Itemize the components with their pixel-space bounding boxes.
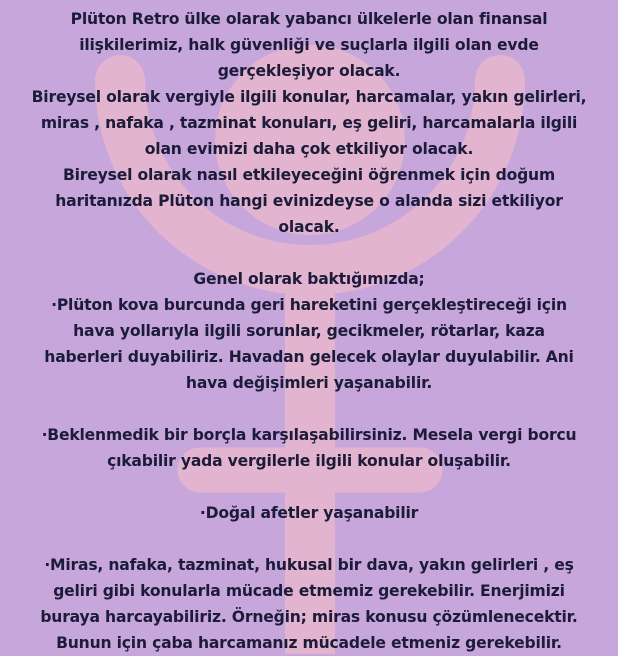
paragraph-intro <box>0 6 618 84</box>
text-line: miras , nafaka , tazminat konuları, eş geliri, harcamalarla ilgili <box>40 114 578 132</box>
text-line: geliri gibi konularla mücade etmemiz gerekebilir. Enerjimizi <box>53 582 565 600</box>
text-line: buraya harcayabiliriz. Örneğin; miras konusu çözümlenecektir. <box>40 608 578 626</box>
text-line: haritanızda Plüton hangi evinizdeyse o alanda sizi etkiliyor <box>55 192 563 210</box>
text-line: hava değişimleri yaşanabilir. <box>185 374 433 392</box>
text-line: haberleri duyabiliriz. Havadan gelecek olaylar duyulabilir. Ani <box>44 348 574 366</box>
text-line: ·Miras, nafaka, tazminat, hukusal bir dava, yakın gelirleri , eş <box>44 556 574 574</box>
text-line: Bireysel olarak vergiyle ilgili konular, harcamalar, yakın gelirleri, <box>31 88 587 106</box>
paragraph-gap <box>0 526 618 552</box>
paragraph-general <box>0 266 618 396</box>
text-line: ·Beklenmedik bir borçla karşılaşabilirsiniz. Mesela vergi borcu <box>41 426 577 444</box>
text-line: Bunun için çaba harcamanız mücadele etmeniz gerekebilir. <box>56 634 562 652</box>
paragraph-inheritance <box>0 552 618 656</box>
text-line: ·Plüton kova burcunda geri hareketini gerçekleştireceği için <box>51 296 567 314</box>
paragraph-personal <box>0 84 618 162</box>
article-text <box>0 6 618 656</box>
paragraph-birth-chart <box>0 162 618 240</box>
paragraph-gap <box>0 240 618 266</box>
text-line: Bireysel olarak nasıl etkileyeceğini öğrenmek için doğum <box>62 166 556 184</box>
text-line: gerçekleşiyor olacak. <box>217 62 401 80</box>
text-line: olan evimizi daha çok etkiliyor olacak. <box>144 140 474 158</box>
paragraph-gap <box>0 396 618 422</box>
text-line: çıkabilir yada vergilerle ilgili konular oluşabilir. <box>107 452 511 470</box>
paragraph-disasters <box>0 500 618 526</box>
paragraph-debt <box>0 422 618 474</box>
text-line: ilişkilerimiz, halk güvenliği ve suçlarla ilgili olan evde <box>79 36 539 54</box>
paragraph-gap <box>0 474 618 500</box>
text-line: Genel olarak baktığımızda; <box>193 270 425 288</box>
text-line: Plüton Retro ülke olarak yabancı ülkelerle olan finansal <box>70 10 548 28</box>
text-line: hava yollarıyla ilgili sorunlar, gecikmeler, rötarlar, kaza <box>73 322 545 340</box>
text-line: ·Doğal afetler yaşanabilir <box>199 504 419 522</box>
text-line: olacak. <box>278 218 340 236</box>
